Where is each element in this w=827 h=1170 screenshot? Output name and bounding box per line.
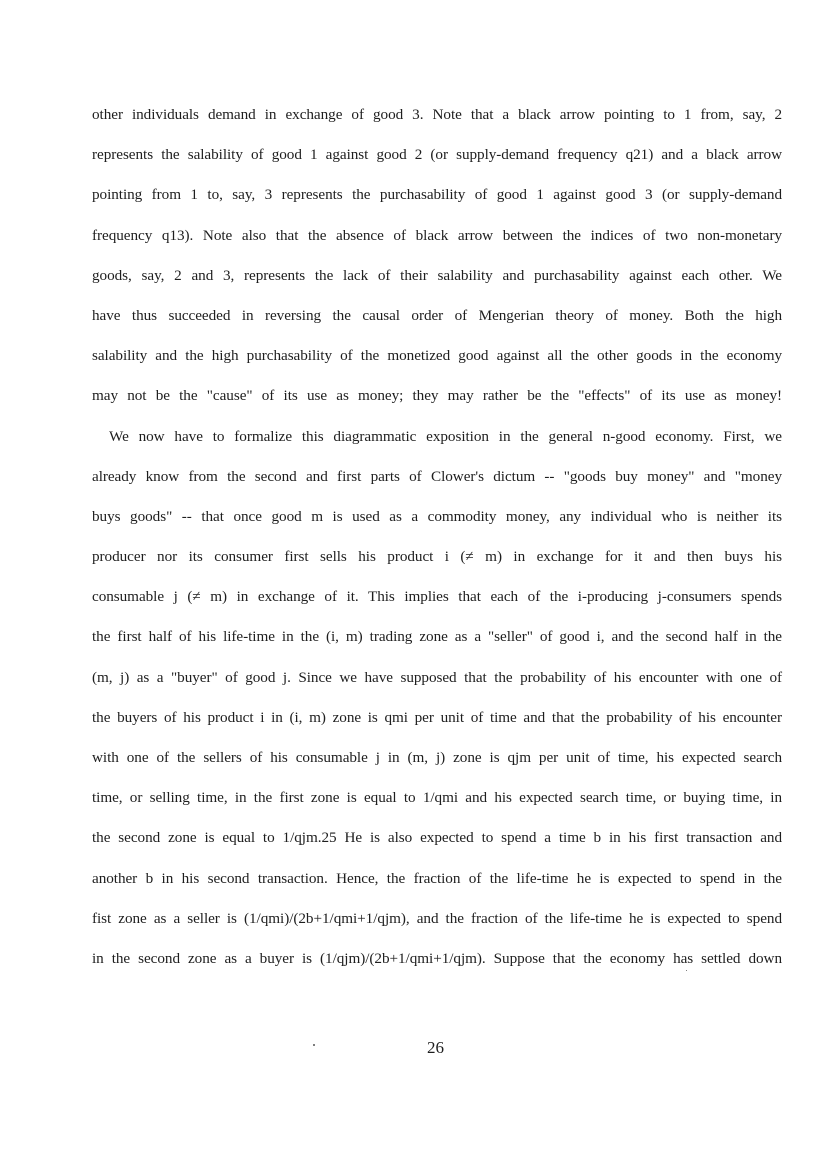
- text-line: goods, say, 2 and 3, represents the lack of their salability and purchasability against each other. We: [92, 266, 782, 284]
- text-line: the buyers of his product i in (i, m) zone is qmi per unit of time and that the probability of his encounter: [92, 708, 782, 726]
- text-line: (m, j) as a "buyer" of good j. Since we have supposed that the probability of his encounter with one of: [92, 668, 782, 686]
- text-line: producer nor its consumer first sells his product i (≠ m) in exchange for it and then buys his: [92, 548, 782, 566]
- text-line: in the second zone as a buyer is (1/qjm)/(2b+1/qmi+1/qjm). Suppose that the economy has settled down: [92, 949, 782, 967]
- text-line: time, or selling time, in the first zone is equal to 1/qmi and his expected search time, or buying time, in: [92, 789, 782, 807]
- text-line: other individuals demand in exchange of good 3. Note that a black arrow pointing to 1 from, say, 2: [92, 106, 782, 123]
- text-line: the first half of his life-time in the (i, m) trading zone as a "seller" of good i, and the second half in the: [92, 628, 782, 646]
- text-line: frequency q13). Note also that the absence of black arrow between the indices of two non-monetary: [92, 226, 782, 244]
- page-number: 26: [427, 1038, 444, 1057]
- text-line: already know from the second and first parts of Clower's dictum -- "goods buy money" and "money: [92, 467, 782, 485]
- text-line: have thus succeeded in reversing the causal order of Mengerian theory of money. Both the high: [92, 306, 782, 324]
- text-line: the second zone is equal to 1/qjm.25 He is also expected to spend a time b in his first transaction and: [92, 829, 782, 847]
- text-line: fist zone as a seller is (1/qmi)/(2b+1/qmi+1/qjm), and the fraction of the life-time he is expected to spend: [92, 909, 782, 927]
- text-line: with one of the sellers of his consumable j in (m, j) zone is qjm per unit of time, his expected search: [92, 749, 782, 766]
- text-line: represents the salability of good 1 against good 2 (or supply-demand frequency q21) and a black arrow: [92, 146, 782, 164]
- text-line: buys goods" -- that once good m is used as a commodity money, any individual who is neither its: [92, 507, 782, 525]
- paragraph-first-line: We now have to formalize this diagrammatic exposition in the general n-good economy. First, we: [109, 427, 782, 445]
- body-text: [92, 102, 782, 986]
- text-line: another b in his second transaction. Hence, the fraction of the life-time he is expected to spend in the: [92, 869, 782, 887]
- text-line: may not be the "cause" of its use as money; they may rather be the "effects" of its use as money!: [92, 387, 782, 405]
- scan-speck: [686, 970, 687, 971]
- text-line: pointing from 1 to, say, 3 represents the purchasability of good 1 against good 3 (or supply-demand: [92, 186, 782, 204]
- text-line: consumable j (≠ m) in exchange of it. This implies that each of the i-producing j-consumers spends: [92, 588, 782, 606]
- text-line: salability and the high purchasability of the monetized good against all the other goods in the economy: [92, 347, 782, 365]
